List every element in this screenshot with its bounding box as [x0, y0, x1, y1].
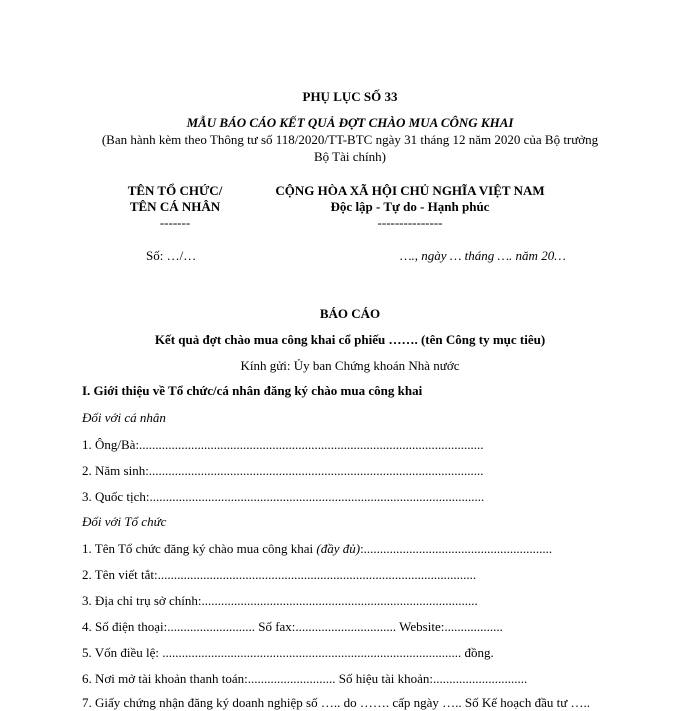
nation-motto: Độc lập - Tự do - Hạnh phúc	[330, 199, 490, 214]
org-name-line-2: TÊN CÁ NHÂN	[129, 199, 221, 214]
document-number: Số: …/…	[146, 248, 197, 263]
issued-line-2: Bộ Tài chính)	[314, 149, 386, 164]
issued-line-1: (Ban hành kèm theo Thông tư số 118/2020/TT-BTC ngày 31 tháng 12 năm 2020 của Bộ trưởng	[101, 132, 599, 147]
field-org-name	[82, 541, 562, 557]
individual-label: Đối với cá nhân	[82, 410, 166, 425]
appendix-title: PHỤ LỤC SỐ 33	[302, 89, 398, 104]
report-subtitle: Kết quả đợt chào mua công khai cổ phiếu ……. (tên Công ty mục tiêu)	[154, 332, 546, 347]
org-label: Đối với Tổ chức	[82, 514, 167, 529]
report-title: BÁO CÁO	[319, 306, 381, 321]
field-org-name-italic: (đầy đủ)	[316, 541, 361, 556]
nation-name: CỘNG HÒA XÃ HỘI CHỦ NGHĨA VIỆT NAM	[275, 183, 545, 198]
report-recipient: Kính gửi: Ủy ban Chứng khoán Nhà nước	[240, 358, 460, 373]
org-name-line-1: TÊN TỔ CHỨC/	[127, 183, 223, 198]
field-org-name-suffix: :..........................................................	[360, 541, 553, 556]
field-payment-account: 6. Nơi mở tài khoản thanh toán:........................... Số hiệu tài khoản:.............................	[82, 671, 528, 686]
nation-underline: ---------------	[377, 215, 443, 230]
field-short-name: 2. Tên viết tắt:..................................................................................................	[82, 567, 477, 582]
form-title: MẪU BÁO CÁO KẾT QUẢ ĐỢT CHÀO MUA CÔNG KHAI	[186, 115, 514, 130]
field-business-registration: 7. Giấy chứng nhận đăng ký doanh nghiệp số ….. do ……. cấp ngày ….. Số Kế hoạch đầu tư …..	[82, 695, 591, 710]
section-1-heading: I. Giới thiệu về Tổ chức/cá nhân đăng ký chào mua công khai	[82, 383, 423, 398]
field-nationality: 3. Quốc tịch:.......................................................................................................	[82, 489, 485, 504]
field-birth-year: 2. Năm sinh:.......................................................................................................	[82, 463, 484, 478]
org-underline: -------	[159, 215, 191, 230]
field-full-name: 1. Ông/Bà:..........................................................................................................	[82, 437, 484, 452]
document-date: …., ngày … tháng …. năm 20…	[400, 248, 566, 263]
field-head-office: 3. Địa chỉ trụ sở chính:.....................................................................................	[82, 593, 478, 608]
field-org-name-prefix: 1. Tên Tổ chức đăng ký chào mua công khai	[82, 541, 317, 556]
field-charter-capital: 5. Vốn điều lệ: ............................................................................................ đồng.	[82, 645, 494, 660]
field-phone-fax-website: 4. Số điện thoại:........................... Số fax:............................... Website:..................	[82, 619, 503, 634]
